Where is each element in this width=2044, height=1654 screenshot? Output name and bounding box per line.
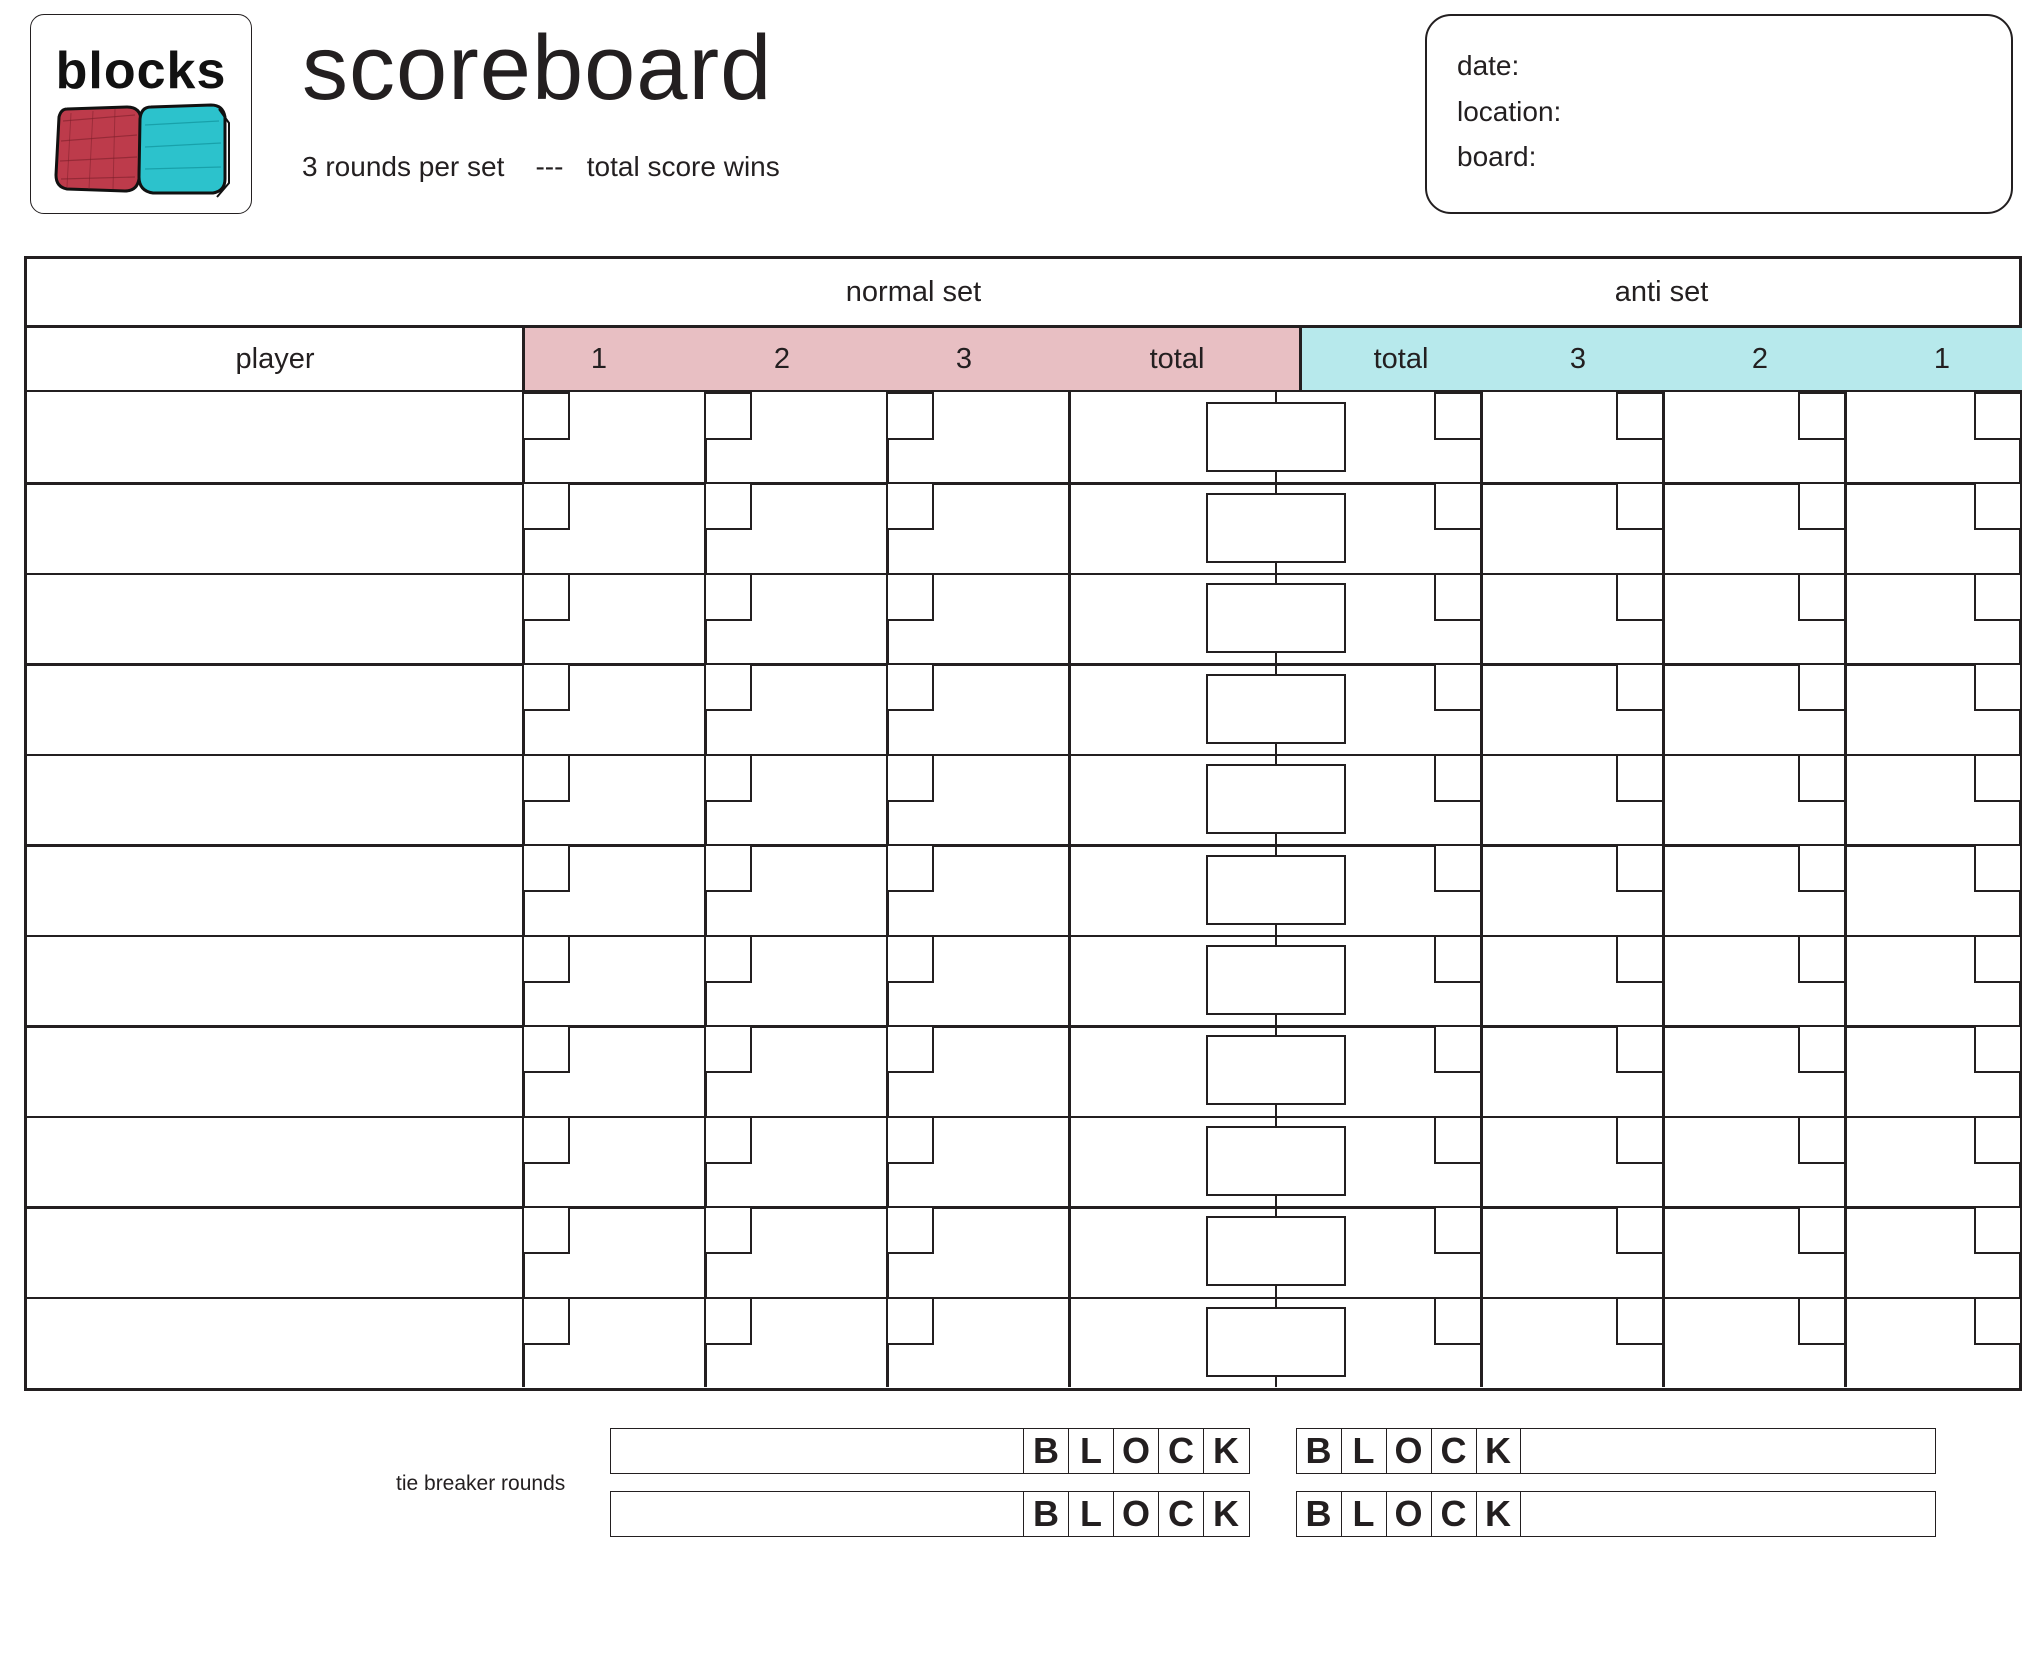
block-letter: K <box>1203 1428 1248 1474</box>
normal-round-2-score-box[interactable] <box>704 1025 752 1073</box>
block-letter: K <box>1203 1491 1248 1537</box>
score-table <box>24 256 2022 1391</box>
board-field-label[interactable]: board: <box>1457 141 1537 172</box>
set-total-box[interactable] <box>1206 402 1346 472</box>
game-info-box <box>1425 14 2013 214</box>
block-letter: C <box>1431 1491 1476 1537</box>
header-divider <box>522 328 525 390</box>
block-letter: K <box>1476 1491 1521 1537</box>
header-divider <box>1299 328 1302 390</box>
page-subtitle: 3 rounds per set --- total score wins <box>302 151 780 182</box>
normal-round-1-score-box[interactable] <box>522 844 570 892</box>
normal-round-1-score-box[interactable] <box>522 663 570 711</box>
player-name-cell[interactable] <box>27 395 522 480</box>
tie-breaker-left-2[interactable] <box>610 1491 1250 1537</box>
tie-breaker-left-1[interactable] <box>610 1428 1250 1474</box>
set-total-box[interactable] <box>1206 764 1346 834</box>
player-name-cell[interactable] <box>27 1028 522 1113</box>
anti-round-2-score-box[interactable] <box>1616 1206 1664 1254</box>
set-total-box[interactable] <box>1206 674 1346 744</box>
anti-total-header: total <box>1373 342 1429 375</box>
block-letters <box>1023 1428 1248 1474</box>
anti-round-2-score-box[interactable] <box>1616 573 1664 621</box>
normal-round-1-score-box[interactable] <box>522 1297 570 1345</box>
anti-round-1-score-box[interactable] <box>1798 935 1846 983</box>
block-letter: O <box>1113 1491 1158 1537</box>
player-name-cell[interactable] <box>27 938 522 1023</box>
anti-round-3-score-box[interactable] <box>1434 1206 1482 1254</box>
normal-round-3-score-box[interactable] <box>886 573 934 621</box>
set-heading-divider <box>27 325 2019 328</box>
normal-round-1-score-box[interactable] <box>522 1025 570 1073</box>
anti-round-3-score-box[interactable] <box>1434 663 1482 711</box>
anti-round-1-score-box[interactable] <box>1798 844 1846 892</box>
anti-round-1-score-box[interactable] <box>1798 392 1846 440</box>
normal-round-3-score-box[interactable] <box>886 935 934 983</box>
set-total-box[interactable] <box>1206 1035 1346 1105</box>
normal-round-3-header: 3 <box>955 342 973 375</box>
block-letter: L <box>1068 1491 1113 1537</box>
normal-round-1-score-box[interactable] <box>522 1116 570 1164</box>
block-letter: B <box>1296 1491 1341 1537</box>
anti-round-3-score-box[interactable] <box>1434 573 1482 621</box>
anti-round-1-score-box[interactable] <box>1974 754 2022 802</box>
normal-round-3-score-box[interactable] <box>886 1116 934 1164</box>
tie-breaker-right-1[interactable] <box>1296 1428 1936 1474</box>
anti-round-3-score-box[interactable] <box>1434 754 1482 802</box>
anti-round-1-score-box[interactable] <box>1974 573 2022 621</box>
tie-breaker-right-2[interactable] <box>1296 1491 1936 1537</box>
anti-round-2-score-box[interactable] <box>1616 663 1664 711</box>
normal-round-2-score-box[interactable] <box>704 573 752 621</box>
anti-round-3-score-box[interactable] <box>1434 935 1482 983</box>
location-field-label[interactable]: location: <box>1457 96 1562 127</box>
anti-round-1-score-box[interactable] <box>1974 935 2022 983</box>
anti-set-heading: anti set <box>1614 276 1709 308</box>
normal-round-2-score-box[interactable] <box>704 844 752 892</box>
block-letter: L <box>1341 1428 1386 1474</box>
block-letter: L <box>1341 1491 1386 1537</box>
anti-round-3-score-box[interactable] <box>1434 392 1482 440</box>
anti-round-3-score-box[interactable] <box>1434 844 1482 892</box>
normal-round-3-score-box[interactable] <box>886 392 934 440</box>
column-divider <box>1068 392 1071 1387</box>
set-total-box[interactable] <box>1206 855 1346 925</box>
block-letters <box>1296 1491 1521 1537</box>
block-letter: L <box>1068 1428 1113 1474</box>
normal-round-3-score-box[interactable] <box>886 1206 934 1254</box>
anti-round-1-score-box[interactable] <box>1798 482 1846 530</box>
block-letter: B <box>1023 1491 1068 1537</box>
normal-round-2-score-box[interactable] <box>704 754 752 802</box>
anti-round-1-score-box[interactable] <box>1974 1206 2022 1254</box>
normal-round-2-score-box[interactable] <box>704 1206 752 1254</box>
anti-round-1-score-box[interactable] <box>1798 1025 1846 1073</box>
anti-round-2-score-box[interactable] <box>1616 1297 1664 1345</box>
date-field-label[interactable]: date: <box>1457 50 1520 81</box>
anti-round-3-header: 3 <box>1569 342 1587 375</box>
normal-round-3-score-box[interactable] <box>886 754 934 802</box>
logo-wordmark: blocks <box>55 42 227 100</box>
anti-round-1-score-box[interactable] <box>1974 482 2022 530</box>
normal-round-1-score-box[interactable] <box>522 392 570 440</box>
normal-round-2-score-box[interactable] <box>704 1116 752 1164</box>
normal-round-1-score-box[interactable] <box>522 1206 570 1254</box>
anti-round-1-score-box[interactable] <box>1798 663 1846 711</box>
normal-round-2-score-box[interactable] <box>704 482 752 530</box>
anti-round-2-header: 2 <box>1751 342 1769 375</box>
anti-round-1-score-box[interactable] <box>1974 663 2022 711</box>
block-letter: C <box>1158 1428 1203 1474</box>
normal-round-2-header: 2 <box>773 342 791 375</box>
blocks-logo <box>30 14 252 214</box>
anti-round-1-score-box[interactable] <box>1974 392 2022 440</box>
normal-set-heading: normal set <box>845 276 982 308</box>
normal-round-1-score-box[interactable] <box>522 754 570 802</box>
block-letter: O <box>1386 1491 1431 1537</box>
column-header-row <box>27 326 2019 392</box>
set-total-box[interactable] <box>1206 1307 1346 1377</box>
normal-round-1-score-box[interactable] <box>522 482 570 530</box>
player-column-header: player <box>235 342 315 375</box>
player-name-cell[interactable] <box>27 757 522 842</box>
normal-round-1-score-box[interactable] <box>522 573 570 621</box>
anti-round-1-score-box[interactable] <box>1798 573 1846 621</box>
set-total-box[interactable] <box>1206 583 1346 653</box>
block-letters <box>1023 1491 1248 1537</box>
set-total-box[interactable] <box>1206 945 1346 1015</box>
anti-round-1-header: 1 <box>1933 342 1951 375</box>
anti-round-3-score-box[interactable] <box>1434 1297 1482 1345</box>
anti-round-2-score-box[interactable] <box>1616 392 1664 440</box>
tie-breaker-label: tie breaker rounds <box>396 1472 566 1495</box>
block-letter: C <box>1158 1491 1203 1537</box>
anti-round-1-score-box[interactable] <box>1974 1297 2022 1345</box>
anti-round-1-score-box[interactable] <box>1974 1025 2022 1073</box>
player-name-cell[interactable] <box>27 666 522 751</box>
normal-round-3-score-box[interactable] <box>886 1025 934 1073</box>
normal-round-1-header: 1 <box>590 342 608 375</box>
player-name-cell[interactable] <box>27 1209 522 1294</box>
anti-round-1-score-box[interactable] <box>1798 1116 1846 1164</box>
normal-round-3-score-box[interactable] <box>886 1297 934 1345</box>
anti-round-2-score-box[interactable] <box>1616 844 1664 892</box>
anti-round-1-score-box[interactable] <box>1974 1116 2022 1164</box>
anti-round-2-score-box[interactable] <box>1616 482 1664 530</box>
player-name-cell[interactable] <box>27 485 522 570</box>
normal-round-3-score-box[interactable] <box>886 844 934 892</box>
anti-round-3-score-box[interactable] <box>1434 1025 1482 1073</box>
red-block-icon <box>56 107 141 191</box>
anti-round-3-score-box[interactable] <box>1434 482 1482 530</box>
set-total-box[interactable] <box>1206 1216 1346 1286</box>
anti-round-1-score-box[interactable] <box>1798 1297 1846 1345</box>
normal-round-2-score-box[interactable] <box>704 663 752 711</box>
player-name-cell[interactable] <box>27 847 522 932</box>
anti-round-2-score-box[interactable] <box>1616 754 1664 802</box>
anti-round-2-score-box[interactable] <box>1616 1025 1664 1073</box>
normal-round-3-score-box[interactable] <box>886 663 934 711</box>
cyan-block-icon <box>139 105 229 197</box>
player-name-cell[interactable] <box>27 1119 522 1204</box>
block-letter: C <box>1431 1428 1476 1474</box>
anti-round-1-score-box[interactable] <box>1974 844 2022 892</box>
block-letters <box>1296 1428 1521 1474</box>
anti-round-2-score-box[interactable] <box>1616 935 1664 983</box>
normal-round-3-score-box[interactable] <box>886 482 934 530</box>
anti-round-1-score-box[interactable] <box>1798 754 1846 802</box>
normal-total-header: total <box>1149 342 1205 375</box>
block-letter: O <box>1113 1428 1158 1474</box>
player-name-cell[interactable] <box>27 1300 522 1385</box>
block-letter: B <box>1296 1428 1341 1474</box>
anti-round-1-score-box[interactable] <box>1798 1206 1846 1254</box>
anti-round-2-score-box[interactable] <box>1616 1116 1664 1164</box>
normal-round-2-score-box[interactable] <box>704 935 752 983</box>
normal-round-2-score-box[interactable] <box>704 392 752 440</box>
normal-round-1-score-box[interactable] <box>522 935 570 983</box>
set-total-box[interactable] <box>1206 493 1346 563</box>
player-name-cell[interactable] <box>27 576 522 661</box>
page-title: scoreboard <box>302 17 773 119</box>
blocks-logo-icon <box>53 101 233 201</box>
anti-round-3-score-box[interactable] <box>1434 1116 1482 1164</box>
block-letter: B <box>1023 1428 1068 1474</box>
block-letter: O <box>1386 1428 1431 1474</box>
set-total-box[interactable] <box>1206 1126 1346 1196</box>
normal-round-2-score-box[interactable] <box>704 1297 752 1345</box>
block-letter: K <box>1476 1428 1521 1474</box>
